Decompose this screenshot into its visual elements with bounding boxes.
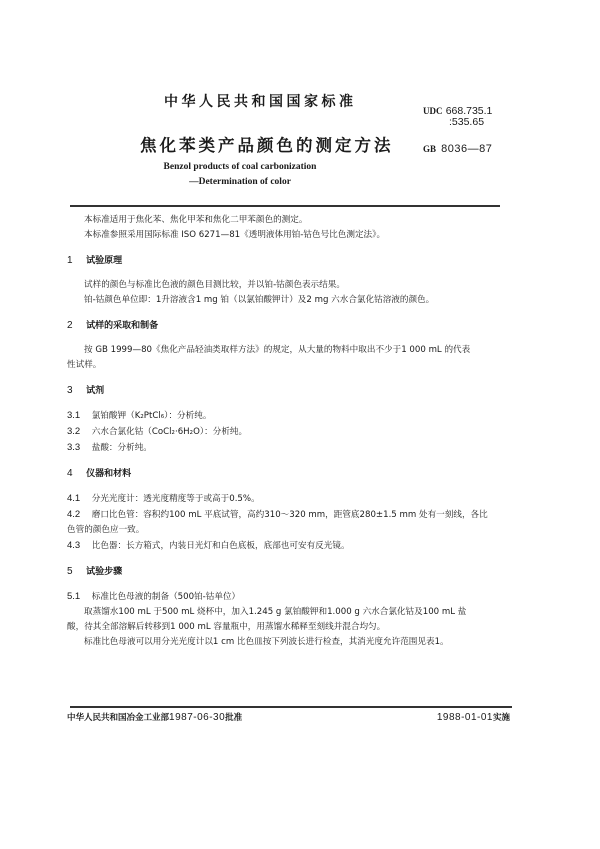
title-en-line2: —Determination of color: [189, 177, 291, 187]
approval-suffix: 批准: [225, 713, 243, 723]
document-title-en: [140, 160, 340, 190]
reagent-item: [67, 408, 507, 424]
effective-suffix: 实施: [492, 713, 510, 723]
reagent-item: [67, 440, 507, 456]
procedure-item-heading: [67, 589, 507, 605]
section-2-heading: [67, 318, 507, 334]
section-2-para-line1: 按 GB 1999—80《焦化产品轻油类取样方法》的规定，从大量的物料中取出不少于1 000 mL 的代表: [84, 345, 471, 355]
section-number: 1: [67, 255, 73, 266]
reagent-item: [67, 424, 507, 440]
approval-line: [67, 711, 242, 723]
title-en-line1: Benzol products of coal carbonization: [163, 162, 317, 172]
udc-classification: [423, 106, 492, 128]
item-text: 氯铂酸钾（K₂PtCl₆）：分析纯。: [91, 411, 212, 421]
section-1-para-1: 试样的颜色与标准比色液的颜色目测比较，并以铂-钴颜色表示结果。: [84, 280, 345, 290]
apparatus-item: [67, 491, 507, 507]
section-2-para-line2: 性试样。: [67, 360, 102, 370]
item-title: 标准比色母液的制备（500铂-钴单位）: [91, 592, 241, 602]
section-title: 试验步骤: [86, 567, 123, 577]
document-title-cn: 焦化苯类产品颜色的测定方法: [140, 136, 394, 155]
approval-date: 1987-06-30: [169, 712, 226, 723]
section-1-para-2: 铂-钴颜色单位即：1升溶液含1 mg 铂（以氯铂酸钾计）及2 mg 六水合氯化钴溶液的颜色。: [84, 295, 435, 305]
item-number: 3.2: [67, 426, 81, 437]
udc-code-line1: 668.735.1: [445, 105, 493, 117]
intro-scope: 本标准适用于焦化苯、焦化甲苯和焦化二甲苯颜色的测定。: [84, 215, 308, 225]
section-number: 4: [67, 468, 73, 479]
header-divider: [70, 205, 500, 207]
item-text: 六水合氯化钴（CoCl₂·6H₂O）：分析纯。: [91, 427, 248, 437]
gb-label: GB: [423, 144, 437, 154]
item-number: 4.3: [67, 540, 81, 551]
effective-date: 1988-01-01: [436, 712, 493, 723]
section-5-heading: [67, 564, 507, 580]
gb-standard-number: [423, 137, 492, 156]
udc-label: UDC: [423, 106, 443, 116]
item-text: 磨口比色管：容积约100 mL 平底试管，高约310～320 mm，距管底280±1.5 mm 处有一刻线，各比: [91, 510, 488, 520]
item-text: 分光光度计：透光度精度等于或高于0.5%。: [91, 494, 260, 504]
udc-code-line2: :535.65: [449, 116, 485, 128]
issuing-authority: 中华人民共和国冶金工业部: [67, 713, 170, 723]
item-text: 盐酸：分析纯。: [91, 443, 152, 453]
section-number: 2: [67, 320, 73, 331]
document-body: [67, 213, 507, 650]
section-number: 5: [67, 566, 73, 577]
section-number: 3: [67, 385, 73, 396]
procedure-para-line2: 酸，待其全部溶解后转移到1 000 mL 容量瓶中，用蒸馏水稀释至刻线并混合均匀。: [67, 622, 386, 632]
procedure-para-line1: 取蒸馏水100 mL 于500 mL 烧杯中，加入1.245 g 氯铂酸钾和1.000 g 六水合氯化钴及100 mL 盐: [84, 607, 467, 617]
gb-number: 8036—87: [441, 143, 493, 155]
national-standard-heading: 中华人民共和国国家标准: [164, 94, 357, 110]
section-3-heading: [67, 383, 507, 399]
apparatus-item: [67, 507, 507, 523]
item-number: 3.3: [67, 442, 81, 453]
item-number: 4.2: [67, 509, 81, 520]
intro-reference: 本标准参照采用国际标准 ISO 6271—81《透明液体用铂-钴色号比色测定法》。: [84, 230, 386, 240]
section-title: 试剂: [86, 386, 105, 396]
apparatus-item: [67, 538, 507, 554]
section-title: 试验原理: [86, 256, 123, 266]
footer-divider: [70, 706, 512, 708]
effective-line: [425, 711, 510, 723]
section-title: 仪器和材料: [86, 469, 132, 479]
item-number: 3.1: [67, 410, 81, 421]
apparatus-item-continuation: 色管的颜色应一致。: [67, 525, 145, 535]
item-text: 比色器：长方箱式，内装日光灯和白色底板，底部也可安有反光镜。: [91, 541, 350, 551]
section-title: 试样的采取和制备: [86, 321, 159, 331]
item-number: 4.1: [67, 493, 81, 504]
section-4-heading: [67, 466, 507, 482]
item-number: 5.1: [67, 591, 81, 602]
section-1-heading: [67, 253, 507, 269]
procedure-para-2: 标准比色母液可以用分光光度计以1 cm 比色皿按下列波长进行检查，其消光度允许范围见表1。: [84, 637, 449, 647]
